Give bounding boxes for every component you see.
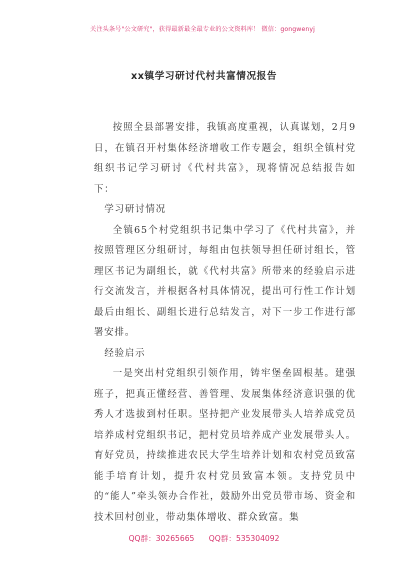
footer <box>0 533 408 544</box>
section-heading-insights: 经验启示 <box>104 347 146 359</box>
footer-qq-group-1: QQ群：30265665 <box>128 534 195 543</box>
intro-paragraph: 按照全县部署安排，我镇高度重视，认真谋划，2月9日，在镇召开村集体经济增收工作专题会，组织全镇村党组织书记学习研讨《代村共富》，现将情况总结报告如下： <box>94 122 356 195</box>
insights-paragraph: 一是突出村党组织引领作用，铸牢堡垒固根基。建强班子，把真正懂经营、善管理、发展集体经济意识强的优秀人才选拔到村任职。坚持把产业发展带头人培养成党员培养成村党组织书记，把村党员培养成产业发展带头人。育好党员，持续推进农民大学生培养计划和农村党员致富能手培育计划，提升农村党员致富本领。支持党员中的“能人”牵头领办合作社，鼓励外出党员带市场、资金和技术回村创业，带动集体增收、群众致富。集 <box>94 368 356 523</box>
study-paragraph: 全镇65个村党组织书记集中学习了《代村共富》，并按照管理区分组研讨，每组由包扶领导担任研讨组长，管理区书记为副组长，就《代村共富》所带来的经验启示进行交流发言，并根据各村具体情况，提出可行性工作计划最后由组长、副组长进行总结发言，对下一步工作进行部署安排。 <box>94 224 356 338</box>
footer-qq-group-2: QQ群：535304092 <box>208 534 280 543</box>
header-banner-text: 关注头条号"公文研究"，获得最新最全最专业的公文资料库！ 微信：gongwenyj <box>90 26 315 33</box>
header-banner <box>0 24 408 33</box>
document-body <box>94 118 356 528</box>
section-heading-study: 学习研讨情况 <box>104 204 166 215</box>
document-title: xx镇学习研讨代村共富情况报告 <box>130 71 278 82</box>
